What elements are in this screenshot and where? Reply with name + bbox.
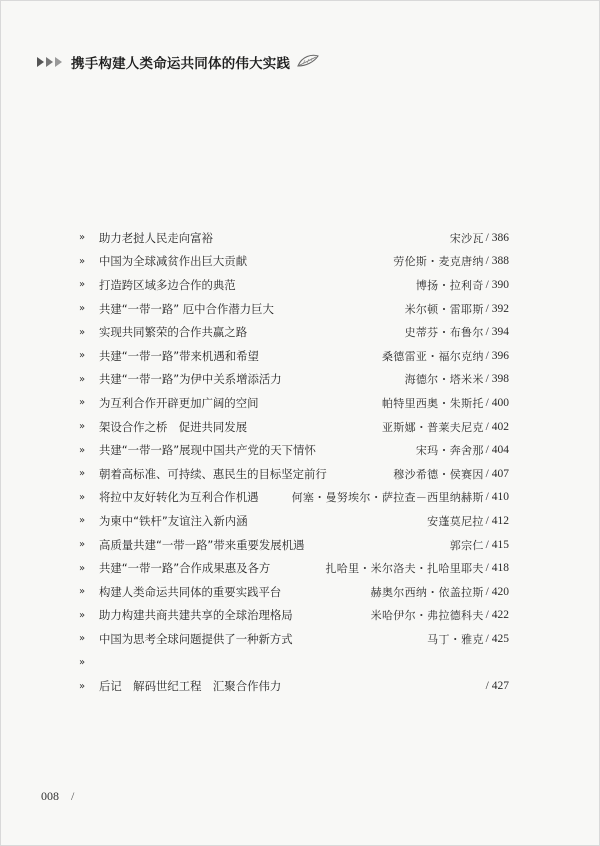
toc-entry-page: / 412 [485,514,509,527]
running-header [37,50,320,74]
toc-bullet: » [79,562,86,574]
toc-bullet: » [79,373,86,385]
toc-entry-author: 安蓬莫尼拉 [427,514,484,528]
toc-entry[interactable] [79,391,509,415]
toc-bullet: » [79,515,86,527]
toc-entry[interactable] [79,415,509,439]
toc-bullet: » [79,255,86,267]
toc-entry-author: 博扬・拉利奇 [415,278,484,292]
toc-entry-title: 实现共同繁荣的合作共赢之路 [99,325,248,340]
toc-entry[interactable] [79,674,509,698]
toc-entry-author: 亚斯娜・普莱夫尼克 [381,420,484,434]
toc-entry-author: 马丁・雅克 [427,632,484,646]
toc-entry-author: 帕特里西奥・朱斯托 [381,396,484,410]
toc-entry[interactable] [79,556,509,580]
toc-bullet: » [79,303,86,315]
toc-entry-title: 共建“一带一路”带来机遇和希望 [99,348,259,363]
page-number: 008 [41,789,59,803]
toc-entry[interactable] [79,273,509,297]
toc-bullet: » [79,586,86,598]
toc-entry-page: / 427 [485,680,509,693]
toc-entry-title: 共建“一带一路”为伊中关系增添活力 [99,372,282,387]
toc-bullet: » [79,680,86,692]
toc-entry-page: / 386 [485,231,509,244]
toc-entry-title: 共建“一带一路” 厄中合作潜力巨大 [99,301,274,316]
toc-entry-title: 共建“一带一路”合作成果惠及各方 [99,561,271,576]
toc-entry-author: 桑德雷亚・福尔克纳 [381,349,484,363]
toc-entry-title: 为互利合作开辟更加广阔的空间 [99,395,259,410]
toc-bullet: » [79,491,86,503]
toc-bullet: » [79,609,86,621]
toc-entry[interactable] [79,297,509,321]
toc-entry-page: / 392 [485,302,509,315]
toc-bullet: » [79,397,86,409]
toc-entry-title: 朝着高标准、可持续、惠民生的目标坚定前行 [99,466,327,481]
table-of-contents [79,226,509,698]
toc-bullet: » [79,350,86,362]
toc-entry-title: 构建人类命运共同体的重要实践平台 [99,584,282,599]
toc-entry-page: / 390 [485,278,509,291]
toc-bullet: » [79,326,86,338]
toc-bullet: » [79,468,86,480]
toc-entry-title: 为柬中“铁杆”友谊注入新内涵 [99,513,248,528]
footer-separator: / [71,789,75,803]
header-title: 携手构建人类命运共同体的伟大实践 [71,56,291,72]
toc-entry[interactable] [79,226,509,250]
toc-entry-title: 共建“一带一路”展现中国共产党的天下情怀 [99,443,316,458]
toc-entry-title: 助力构建共商共建共享的全球治理格局 [99,608,293,623]
toc-entry-page: / 415 [485,538,509,551]
toc-bullet: » [79,421,86,433]
toc-entry[interactable] [79,320,509,344]
toc-entry-author: 宋玛・奔舍那 [415,444,484,458]
toc-entry[interactable] [79,651,509,675]
toc-entry-author: 米哈伊尔・弗拉德科夫 [370,609,484,623]
toc-entry[interactable] [79,627,509,651]
toc-entry-title: 助力老挝人民走向富裕 [99,230,213,245]
toc-bullet: » [79,232,86,244]
toc-entry-page: / 398 [485,373,509,386]
toc-entry[interactable] [79,462,509,486]
toc-entry-author: 劳伦斯・麦克唐纳 [393,255,484,269]
leaf-icon [296,53,320,72]
toc-entry-title: 打造跨区域多边合作的典范 [99,277,236,292]
toc-entry-page: / 407 [485,467,509,480]
toc-entry[interactable] [79,344,509,368]
toc-bullet: » [79,444,86,456]
toc-entry-author: 扎哈里・米尔洛夫・扎哈里耶夫 [325,562,484,576]
toc-entry-title: 将拉中友好转化为互利合作机遇 [99,490,259,505]
toc-entry-author: 赫奥尔西纳・依盖拉斯 [370,585,484,599]
toc-entry-author: 海德尔・塔米米 [404,373,484,387]
toc-entry-title: 高质量共建“一带一路”带来重要发展机遇 [99,537,305,552]
toc-entry-page: / 410 [485,491,509,504]
toc-entry-author: 宋沙瓦 [449,231,484,245]
toc-entry[interactable] [79,580,509,604]
toc-bullet: » [79,279,86,291]
toc-entry-page: / 394 [485,326,509,339]
toc-entry[interactable] [79,509,509,533]
toc-entry[interactable] [79,250,509,274]
toc-entry-page: / 400 [485,396,509,409]
page-footer [41,789,74,804]
toc-bullet: » [79,539,86,551]
toc-entry-page: / 388 [485,255,509,268]
toc-entry-title: 架设合作之桥 促进共同发展 [99,419,248,434]
toc-bullet: » [79,633,86,645]
triple-arrow-icon [37,57,65,67]
toc-bullet: » [79,656,86,668]
toc-entry-page: / 422 [485,609,509,622]
toc-entry[interactable] [79,486,509,510]
toc-entry[interactable] [79,604,509,628]
toc-entry-page: / 425 [485,632,509,645]
toc-entry[interactable] [79,438,509,462]
toc-entry-title: 中国为全球减贫作出巨大贡献 [99,254,248,269]
toc-entry-author: 郭宗仁 [449,538,484,552]
toc-entry[interactable] [79,368,509,392]
toc-entry-author: 穆沙希德・侯赛因 [393,467,484,481]
toc-entry-page: / 404 [485,444,509,457]
toc-entry-page: / 396 [485,349,509,362]
toc-entry[interactable] [79,533,509,557]
toc-entry-author: 史蒂芬・布鲁尔 [404,326,484,340]
toc-entry-title: 后记 解码世纪工程 汇聚合作伟力 [99,679,282,694]
toc-entry-title: 中国为思考全球问题提供了一种新方式 [99,631,293,646]
toc-entry-author: 何塞・曼努埃尔・萨拉查－西里纳赫斯 [291,491,484,505]
toc-entry-author: 米尔顿・雷耶斯 [404,302,484,316]
toc-entry-page: / 402 [485,420,509,433]
toc-entry-page: / 418 [485,562,509,575]
toc-entry-page: / 420 [485,585,509,598]
